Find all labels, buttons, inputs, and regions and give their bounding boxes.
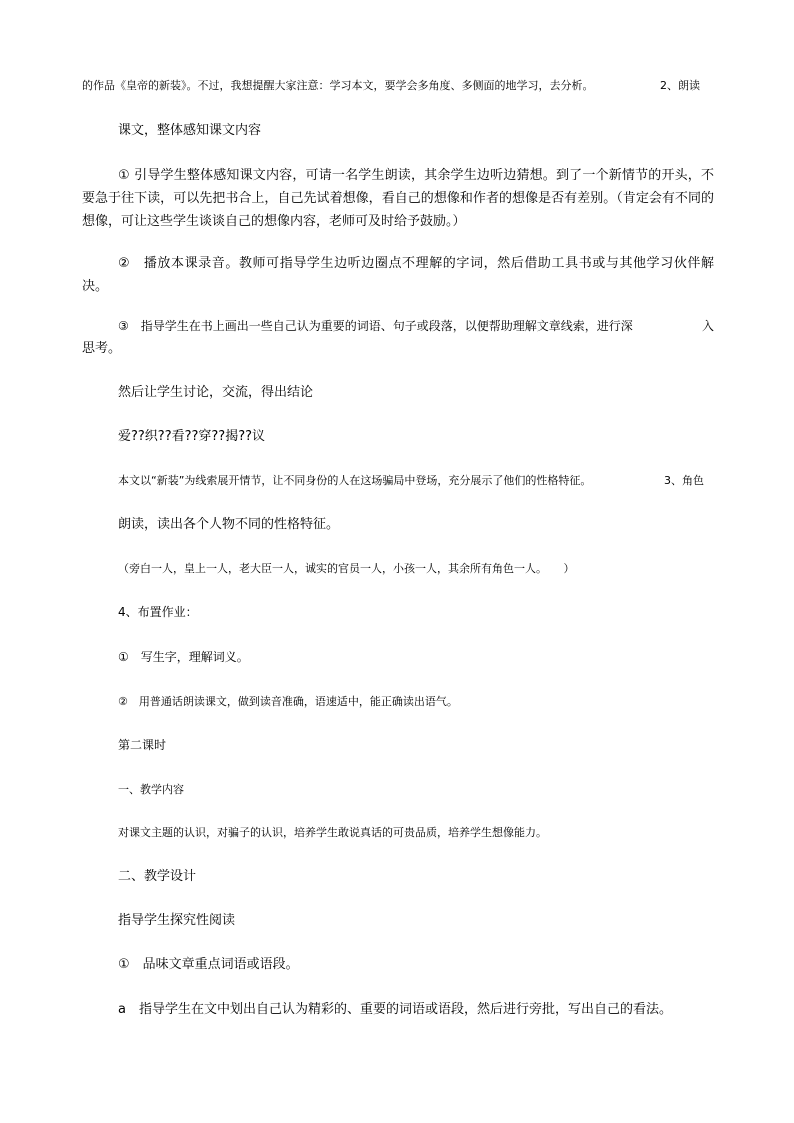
text-line: 然后让学生讨论，交流，得出结论 xyxy=(118,385,314,400)
text-line: 4、布置作业： xyxy=(118,605,198,619)
text-line: 课文，整体感知课文内容 xyxy=(118,123,262,138)
paragraph: ① 引导学生整体感知课文内容，可请一名学生朗读，其余学生边听边猜想。到了一个新情节的开头，不要急于往下读，可以先把书合上，自己先试着想像，看自己的想像和作者的想像是否有差别。（肯定会有不同的想像，可让这些学生谈谈自己的想像内容，老师可及时给予鼓励。） xyxy=(82,168,714,229)
text-line: ① 品味文章重点词语或语段。 xyxy=(118,957,299,972)
text-line: a 指导学生在文中划出自己认为精彩的、重要的词语或语段，然后进行旁批，写出自己的看法。 xyxy=(118,1002,672,1017)
text-line: ① 写生字，理解词义。 xyxy=(118,650,249,664)
text-span: 3、角色 xyxy=(664,474,704,487)
text-line xyxy=(664,475,704,486)
text-line xyxy=(118,475,591,486)
text-line xyxy=(702,320,714,332)
text-line xyxy=(82,80,594,91)
text-line: 二、教学设计 xyxy=(118,869,197,884)
paragraph: ② 播放本课录音。教师可指导学生边听边圈点不理解的字词，然后借助工具书或与其他学习伙伴解决。 xyxy=(82,256,714,294)
text-line: 朗读，读出各个人物不同的性格特征。 xyxy=(118,517,340,532)
text-line: 一、教学内容 xyxy=(118,783,184,796)
text-span: ③ 指导学生在书上画出一些自己认为重要的词语、句子或段落，以便帮助理解文章线索，进行深 xyxy=(118,319,633,333)
text-span: 的作品《皇帝的新装》。不过，我想提醒大家注意：学习本文，要学会多角度、多侧面的地学习，去分析。 xyxy=(82,79,594,92)
text-span: 入 xyxy=(702,319,715,333)
text-span: 2、朗读 xyxy=(660,79,700,92)
text-line: 第二课时 xyxy=(118,738,167,752)
text-line xyxy=(660,80,700,91)
text-line: 爱??织??看??穿??揭??议 xyxy=(118,429,265,444)
text-line xyxy=(118,320,633,332)
text-line: （旁白一人，皇上一人，老大臣一人，诚实的官员一人，小孩一人，其余所有角色一人。 ） xyxy=(118,562,575,575)
text-line: 指导学生探究性阅读 xyxy=(118,913,236,928)
text-line: ② 用普通话朗读课文，做到读音准确，语速适中，能正确读出语气。 xyxy=(118,695,458,708)
text-line: 对课文主题的认识，对骗子的认识，培养学生敢说真话的可贵品质，培养学生想像能力。 xyxy=(118,826,547,839)
text-span: 本文以“新装”为线索展开情节，让不同身份的人在这场骗局中登场，充分展示了他们的性格特征。 xyxy=(118,474,592,487)
text-line: 思考。 xyxy=(82,341,122,356)
